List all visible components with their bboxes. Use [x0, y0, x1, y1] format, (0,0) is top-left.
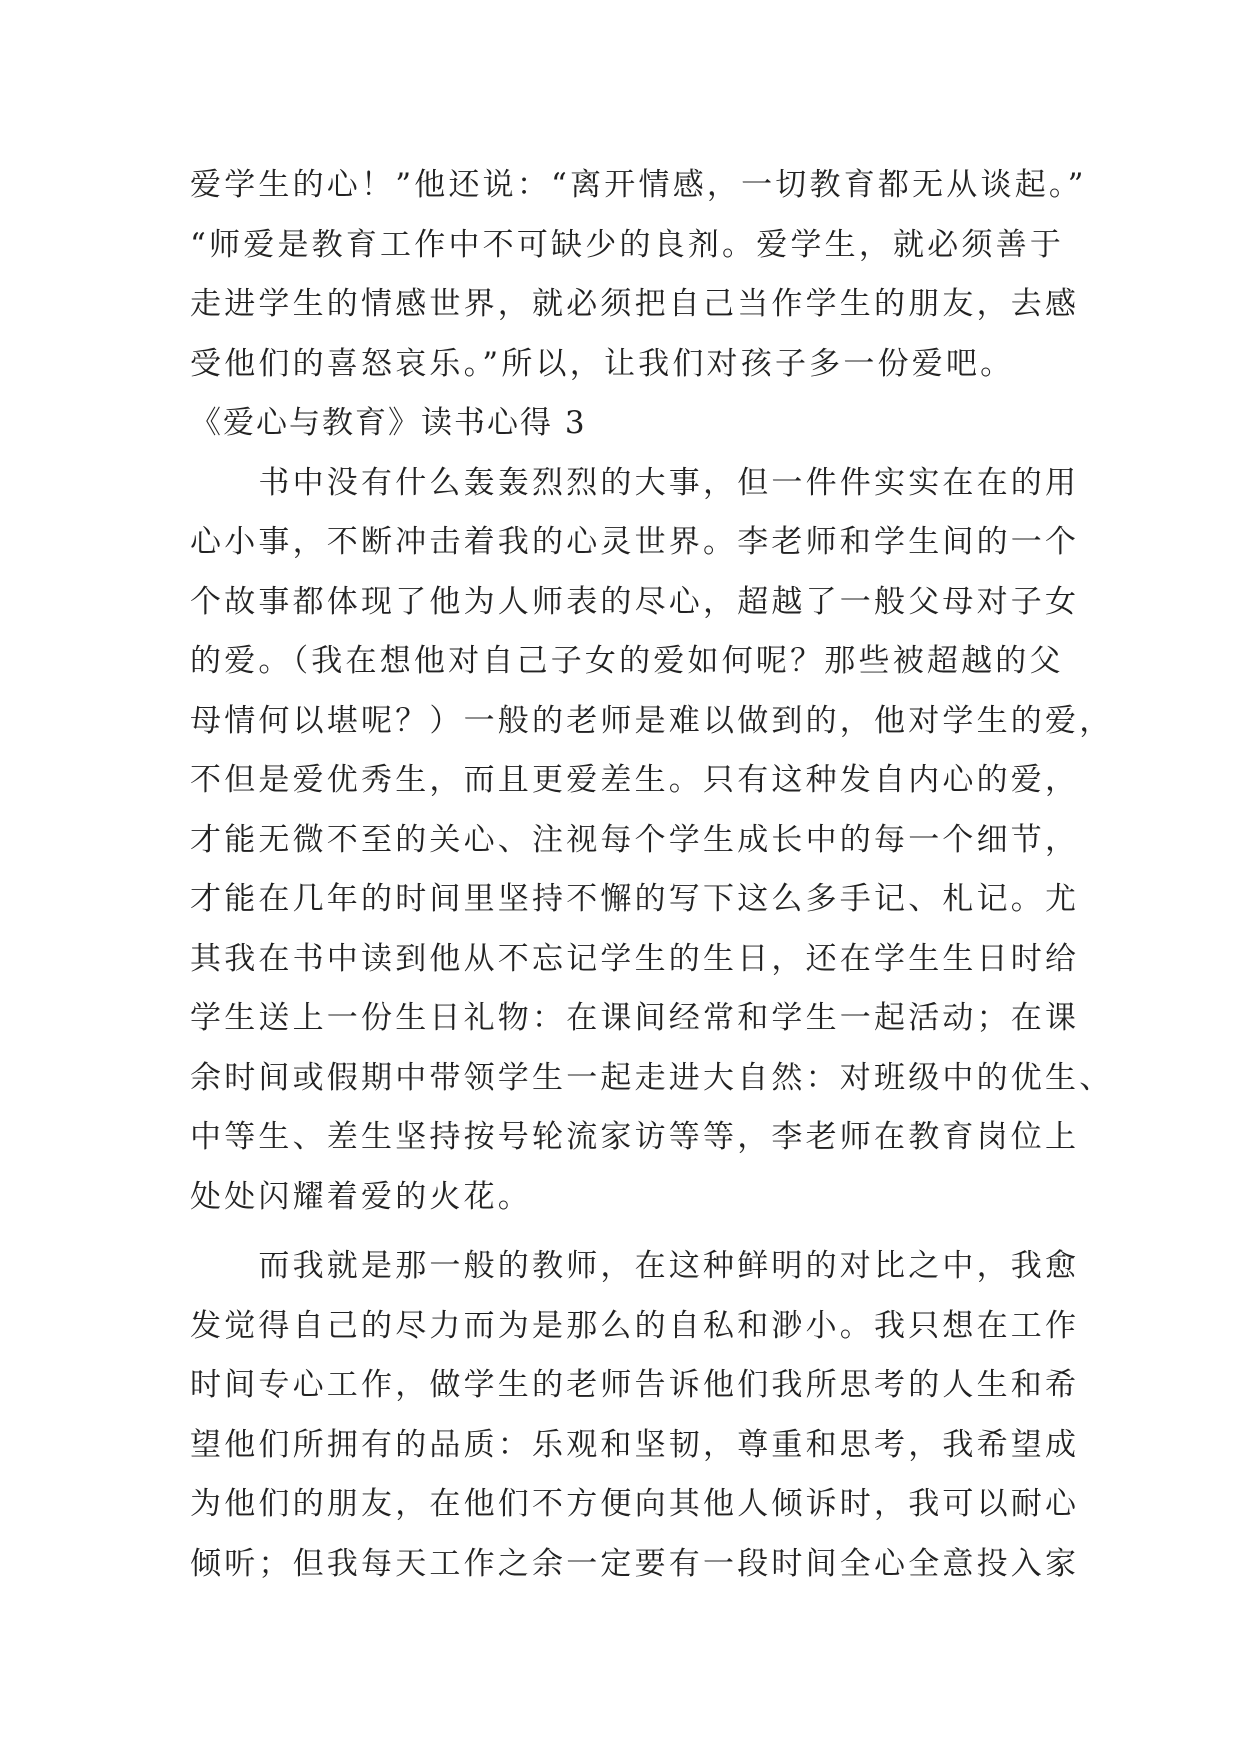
- text-line: 倾听；但我每天工作之余一定要有一段时间全心全意投入家: [190, 1545, 1080, 1582]
- text-line: 不但是爱优秀生，而且更爱差生。只有这种发自内心的爱，: [190, 762, 1080, 798]
- text-line: 处处闪耀着爱的火花。: [190, 1178, 532, 1215]
- text-line: 才能在几年的时间里坚持不懈的写下这么多手记、札记。尤: [190, 881, 1080, 917]
- continuation-paragraph: [190, 156, 1087, 394]
- text-line: 书中没有什么轰轰烈烈的大事，但一件件实实在在的用: [190, 464, 1080, 501]
- text-line: 望他们所拥有的品质：乐观和坚韧，尊重和思考，我希望成: [190, 1426, 1080, 1463]
- text-line: 为他们的朋友，在他们不方便向其他人倾诉时，我可以耐心: [190, 1486, 1080, 1522]
- section-title: 《爱心与教育》读书心得 3: [190, 405, 587, 441]
- text-line: 爱学生的心！”他还说：“离开情感，一切教育都无从谈起。”: [190, 167, 1087, 203]
- text-line: 个故事都体现了他为人师表的尽心，超越了一般父母对子女: [190, 583, 1080, 620]
- text-line: 学生送上一份生日礼物：在课间经常和学生一起活动；在课: [190, 1000, 1080, 1036]
- paragraph-spacing: [190, 1227, 1062, 1237]
- text-line: 心小事，不断冲击着我的心灵世界。李老师和学生间的一个: [190, 524, 1080, 560]
- text-line: 时间专心工作，做学生的老师告诉他们我所思考的人生和希: [190, 1367, 1080, 1403]
- paragraph-1: [190, 454, 1114, 1228]
- text-line: 母情何以堪呢？）一般的老师是难以做到的，他对学生的爱，: [190, 702, 1114, 739]
- text-column: [190, 156, 1114, 1594]
- text-line: 其我在书中读到他从不忘记学生的生日，还在学生生日时给: [190, 940, 1080, 977]
- text-line: 受他们的喜怒哀乐。”所以，让我们对孩子多一份爱吧。: [190, 345, 1015, 382]
- text-line: 才能无微不至的关心、注视每个学生成长中的每一个细节，: [190, 821, 1080, 858]
- text-line: 中等生、差生坚持按号轮流家访等等，李老师在教育岗位上: [190, 1119, 1080, 1155]
- text-line: 的爱。（我在想他对自己子女的爱如何呢？那些被超越的父: [190, 643, 1064, 679]
- paragraph-2: [190, 1237, 1080, 1594]
- text-line: 而我就是那一般的教师，在这种鲜明的对比之中，我愈: [190, 1248, 1080, 1284]
- text-line: 余时间或假期中带领学生一起走进大自然：对班级中的优生、: [190, 1059, 1114, 1096]
- text-line: 走进学生的情感世界，就必须把自己当作学生的朋友，去感: [190, 286, 1080, 322]
- text-line: “师爱是教育工作中不可缺少的良剂。爱学生，就必须善于: [190, 226, 1065, 263]
- text-line: 发觉得自己的尽力而为是那么的自私和渺小。我只想在工作: [190, 1307, 1080, 1344]
